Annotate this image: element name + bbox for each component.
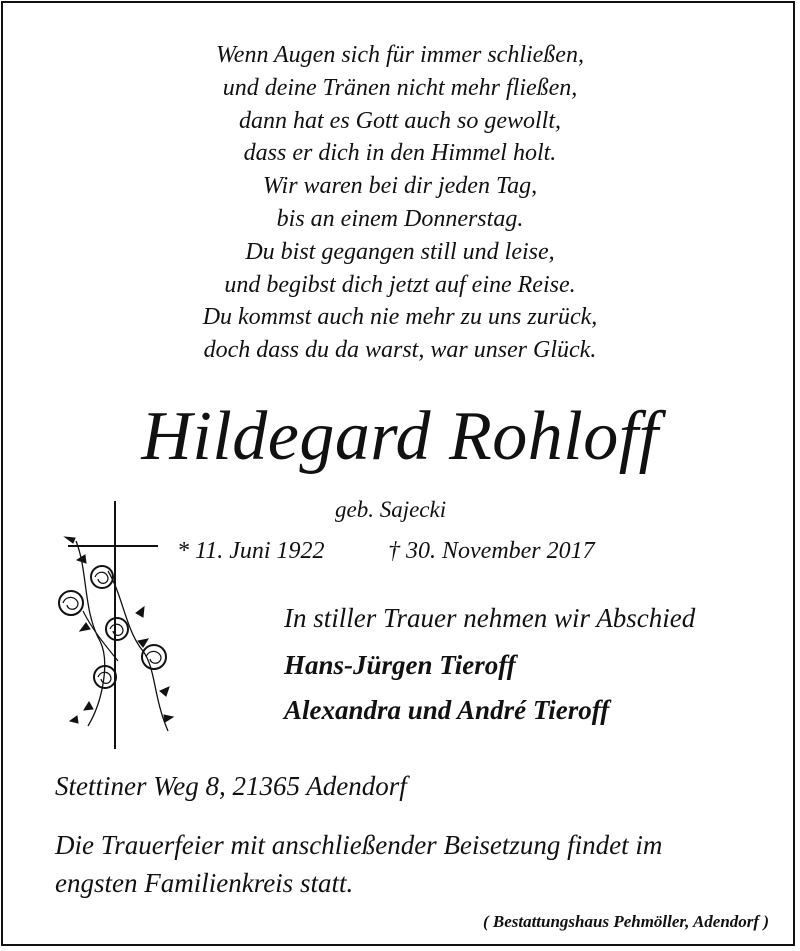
poem-line: Wir waren bei dir jeden Tag, [262,173,538,200]
memorial-poem [3,39,795,367]
deceased-name: Hildegard Rohloff [141,398,659,475]
poem-line: dann hat es Gott auch so gewollt, [239,107,561,134]
poem-line: bis an einem Donnerstag. [276,205,524,232]
cross-with-roses-icon [48,501,188,751]
poem-line: dass er dich in den Himmel holt. [243,140,557,167]
poem-line: Wenn Augen sich für immer schließen, [216,42,584,68]
poem-line: Du kommst auch nie mehr zu uns zurück, [202,304,598,331]
undertaker-credit: ( Bestattungshaus Pehmöller, Adendorf ) [482,912,769,931]
obituary-notice [1,1,795,946]
funeral-notice [55,826,785,902]
funeral-notice-line: engsten Familienkreis statt. [55,868,354,898]
mourner-name: Hans-Jürgen Tieroff [284,650,516,680]
death-date: † 30. November 2017 [388,538,595,564]
poem-line: Du bist gegangen still und leise, [245,238,555,265]
funeral-notice-line: Die Trauerfeier mit anschließender Beisetzung findet im [55,830,663,860]
poem-line: und begibst dich jetzt auf eine Reise. [224,271,576,298]
farewell-line: In stiller Trauer nehmen wir Abschied [284,603,696,633]
poem-line: und deine Tränen nicht mehr fließen, [222,74,578,101]
maiden-name: geb. Sajecki [335,497,447,522]
poem-line: doch dass du da warst, war unser Glück. [203,337,597,364]
family-address: Stettiner Weg 8, 21365 Adendorf [55,771,407,801]
mourner-name: Alexandra und André Tieroff [284,695,610,725]
birth-date: * 11. Juni 1922 [177,538,325,564]
